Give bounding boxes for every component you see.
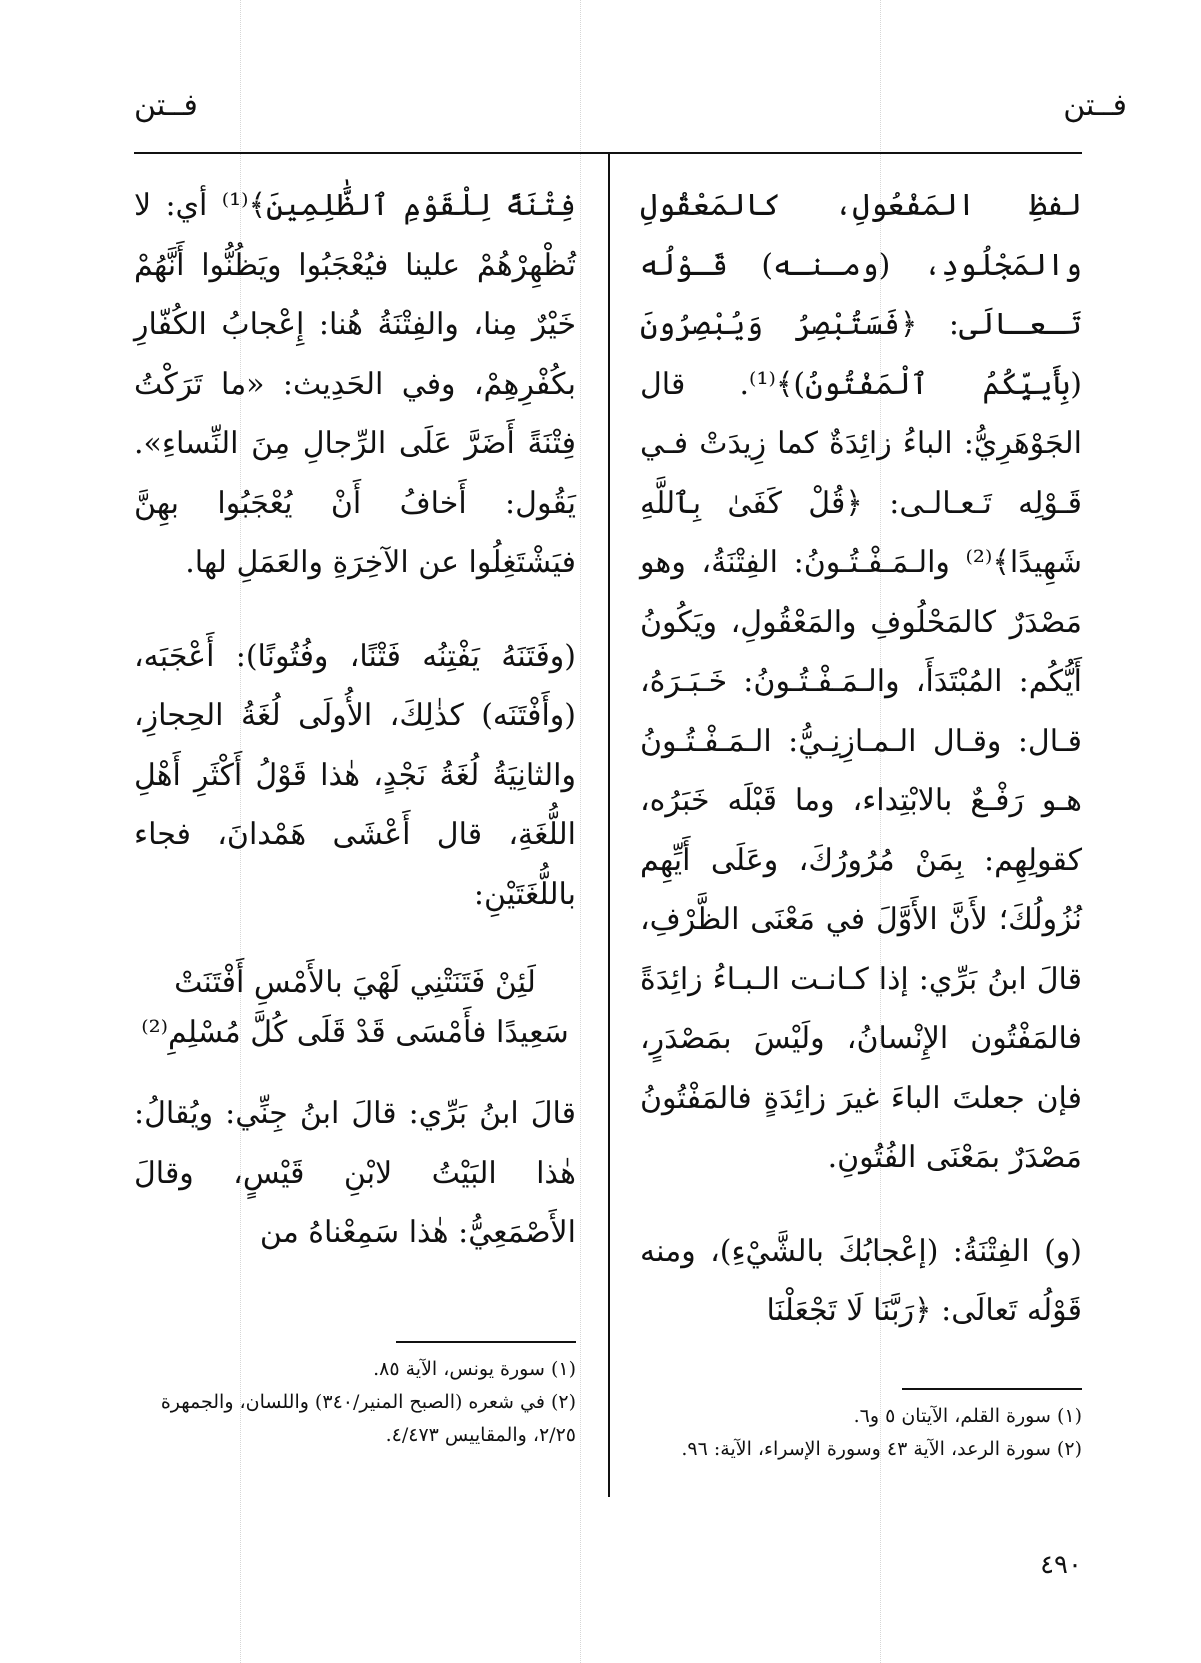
- paragraph: (و) الفِتْنَةُ: (إعْجابُكَ بالشَّيْءِ)، ومنه قَوْلُه تَعالَى: ﴿رَبَّنَا لَا تَجْعَلْنَا: [640, 1233, 1082, 1328]
- footnotes-left: [134, 1353, 576, 1452]
- column-divider: [608, 152, 610, 1497]
- scan-guide-line: [580, 0, 581, 1663]
- footnote: (٢) سورة الرعد، الآية ٤٣ وسورة الإسراء، الآية: ٩٦.: [681, 1438, 1082, 1460]
- paragraph: فِتْنَةً لِلْقَوْمِ ٱلظَّٰلِمِينَ﴾⁽¹⁾ أي: لا تُظْهِرْهُمْ علينا فيُعْجَبُوا ويَظُنُّوا أَنَّهُمْ خَيْرٌ مِنا، والفِتْنَةُ هُنا: إِعْجابُ الكُفّارِ بكُفْرِهِمْ، وفي الحَدِيث: «ما تَرَكْتُ فِتْنَةً أَضَرَّ عَلَى الرِّجالِ مِنَ النِّساءِ». يَقُول: أَخافُ أَنْ يُعْجَبُوا بهِنَّ فيَشْتَغِلُوا عن الآخِرَةِ والعَمَلِ لها.: [134, 188, 576, 580]
- right-column: [640, 176, 1082, 1375]
- verse-hemistich: سَعِيدًا فأَمْسَى قَدْ قَلَى كُلَّ مُسْلِمِ⁽²⁾: [141, 1015, 569, 1050]
- footnote: (١) سورة يونس، الآية ٨٥.: [373, 1358, 576, 1380]
- footnote: (٢) في شعره (الصبح المنير/٣٤٠) واللسان، والجمهرة ٢/٢٥، والمقاييس ٤/٤٧٣.: [160, 1391, 576, 1446]
- poetry-verse: [134, 958, 576, 1058]
- paragraph: (وفَتَنَهُ يَفْتِنُه فَتْنًا، وفُتُونًا): أَعْجَبَه، (وأَفْتَنَه) كذٰلِكَ، الأُولَى لُغَةُ الحِجازِ، والثانِيَةُ لُغَةُ نَجْدٍ، هٰذا قَوْلُ أَكْثَرِ أَهْلِ اللُّغَةِ، قال أَعْشَى هَمْدانَ، فجاء باللُّغَتَيْنِ:: [134, 638, 576, 912]
- footnote-rule: [396, 1341, 576, 1343]
- paragraph: قالَ ابنُ بَرِّي: قالَ ابنُ جِنِّي: ويُقالُ: هٰذا البَيْتُ لابْنِ قَيْسٍ، وقالَ الأَصْمَعِيُّ: هٰذا سَمِعْناهُ من: [134, 1096, 576, 1250]
- running-header-left: فــتن: [134, 88, 198, 123]
- running-header-right: فــتن: [1063, 88, 1127, 123]
- left-column: [134, 176, 576, 1297]
- footnotes-right: [640, 1400, 1082, 1466]
- verse-hemistich: لَئِنْ فَتَنَتْنِي لَهْيَ بالأَمْسِ أَفْتَنَتْ: [174, 965, 536, 1000]
- footnote-rule: [902, 1388, 1082, 1390]
- paragraph: لفظِ المَفْعُولِ، كالمَعْقُولِ والمَجْلُودِ، (ومـنـه) قَـوْلُه تَـعـالَى: ﴿فَسَتُبْصِرُ وَيُبْصِرُونَ (بِأَييِّكُمُ ٱلْمَفْتُونُ)﴾⁽¹⁾. قال الجَوْهَرِيُّ: الباءُ زائِدَةٌ كما زِيدَتْ فـي قَـوْلِه تَـعـالـى: ﴿قُلْ كَفَىٰ بِٱللَّهِ شَهِيدًا﴾⁽²⁾ والـمَـفْـتُـونُ: الفِتْنَةُ، وهو مَصْدَرٌ كالمَحْلُوفِ والمَعْقُولِ، ويَكُونُ أَيُّكُم: المُبْتَدَأَ، والـمَـفْـتُـونُ: خَـبَـرَهُ، قـال: وقـال الـمـازِنِـيُّ: الـمَـفْـتُـونُ هـو رَفْـعٌ بالابْتِداء، وما قَبْلَه خَبَرُه، كقولِهِم: بِمَنْ مُرُورُكَ، وعَلَى أَيِّهِم نُزُولُكَ؛ لأَنَّ الأَوَّلَ في مَعْنَى الظَّرْفِ، قالَ ابنُ بَرِّي: إذا كـانـت الـبـاءُ زائِدَةً فالمَفْتُون الإِنْسانُ، ولَيْسَ بمَصْدَرٍ، فإن جعلتَ الباءَ غيرَ زائِدَةٍ فالمَفْتُونُ مَصْدَرٌ بمَعْنَى الفُتُونِ.: [640, 188, 1083, 1175]
- page-number: ٤٩٠: [1040, 1550, 1082, 1580]
- footnote: (١) سورة القلم، الآيتان ٥ و٦.: [853, 1405, 1082, 1427]
